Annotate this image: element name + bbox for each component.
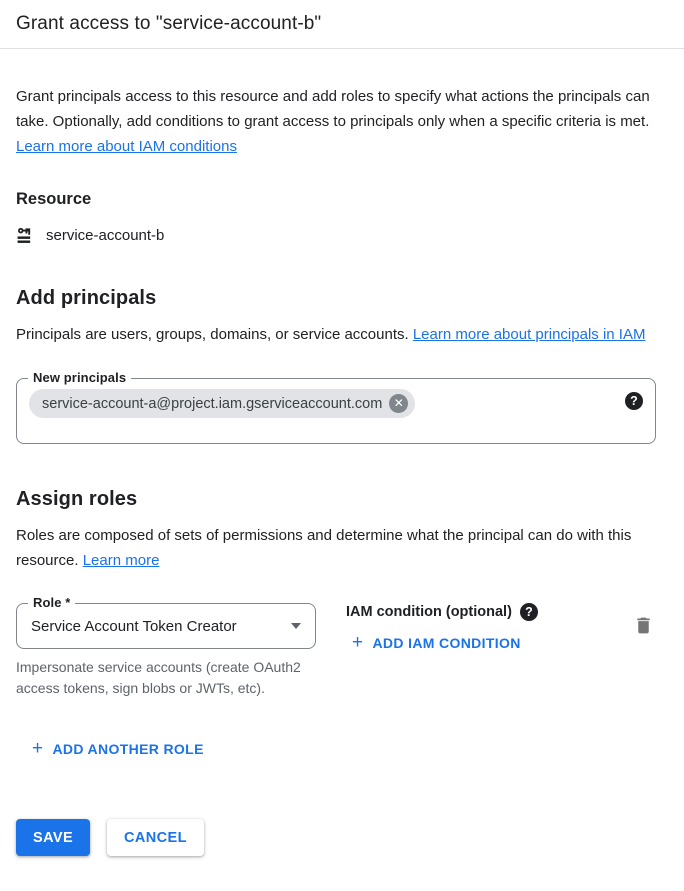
plus-icon: + [32, 738, 44, 759]
principals-description-text: Principals are users, groups, domains, or service accounts. [16, 326, 413, 343]
new-principals-label: New principals [28, 370, 131, 385]
role-selected-value: Service Account Token Creator [31, 617, 237, 635]
iam-condition-label: IAM condition (optional) [346, 604, 512, 620]
role-helper-text: Impersonate service accounts (create OAuth2 access tokens, sign blobs or JWTs, etc). [16, 659, 301, 696]
resource-name: service-account-b [46, 227, 165, 244]
dialog-content [0, 84, 684, 763]
intro-text: Grant principals access to this resource and add roles to specify what actions the principals can take. Optionally, add conditions to grant access to principals only when a specific criteria is met. [16, 88, 650, 130]
delete-role-column [631, 613, 656, 641]
add-another-role-label: ADD ANOTHER ROLE [52, 741, 204, 757]
principals-description [16, 322, 656, 347]
cancel-button[interactable]: CANCEL [107, 819, 204, 856]
add-principals-heading: Add principals [16, 287, 157, 309]
role-row [16, 595, 656, 699]
intro-paragraph [16, 84, 656, 159]
delete-role-button[interactable] [631, 613, 656, 641]
assign-roles-heading: Assign roles [16, 488, 138, 510]
dialog-title: Grant access to "service-account-b" [16, 13, 322, 34]
principals-learn-more-link[interactable]: Learn more about principals in IAM [412, 326, 646, 343]
save-button[interactable]: SAVE [16, 819, 90, 856]
chip-remove-icon[interactable]: ✕ [389, 394, 408, 413]
role-label: Role * [28, 595, 75, 610]
principals-help-icon[interactable]: ? [625, 392, 643, 410]
dialog-header [0, 0, 684, 49]
role-select[interactable] [16, 595, 316, 649]
roles-description [16, 523, 656, 573]
roles-learn-more-link[interactable]: Learn more [82, 552, 160, 569]
dialog-footer [0, 819, 684, 856]
principal-chip-value: service-account-a@project.iam.gserviceaccount.com [42, 395, 383, 412]
service-account-icon [16, 226, 35, 245]
new-principals-field[interactable] [16, 370, 656, 444]
iam-condition-column [346, 603, 631, 657]
iam-condition-label-row [346, 603, 631, 621]
plus-icon: + [352, 632, 364, 653]
add-iam-condition-label: ADD IAM CONDITION [372, 635, 521, 651]
resource-row [16, 226, 656, 245]
trash-icon [633, 624, 654, 639]
add-iam-condition-button[interactable] [344, 629, 529, 657]
roles-description-text: Roles are composed of sets of permissions and determine what the principal can do with this resource. [16, 527, 632, 569]
add-another-role-button[interactable] [24, 735, 212, 763]
resource-heading: Resource [16, 190, 92, 208]
chevron-down-icon [291, 623, 301, 629]
iam-conditions-link[interactable]: Learn more about IAM conditions [16, 138, 237, 155]
iam-condition-help-icon[interactable]: ? [520, 603, 538, 621]
role-column [16, 595, 316, 699]
principal-chip [29, 389, 415, 418]
